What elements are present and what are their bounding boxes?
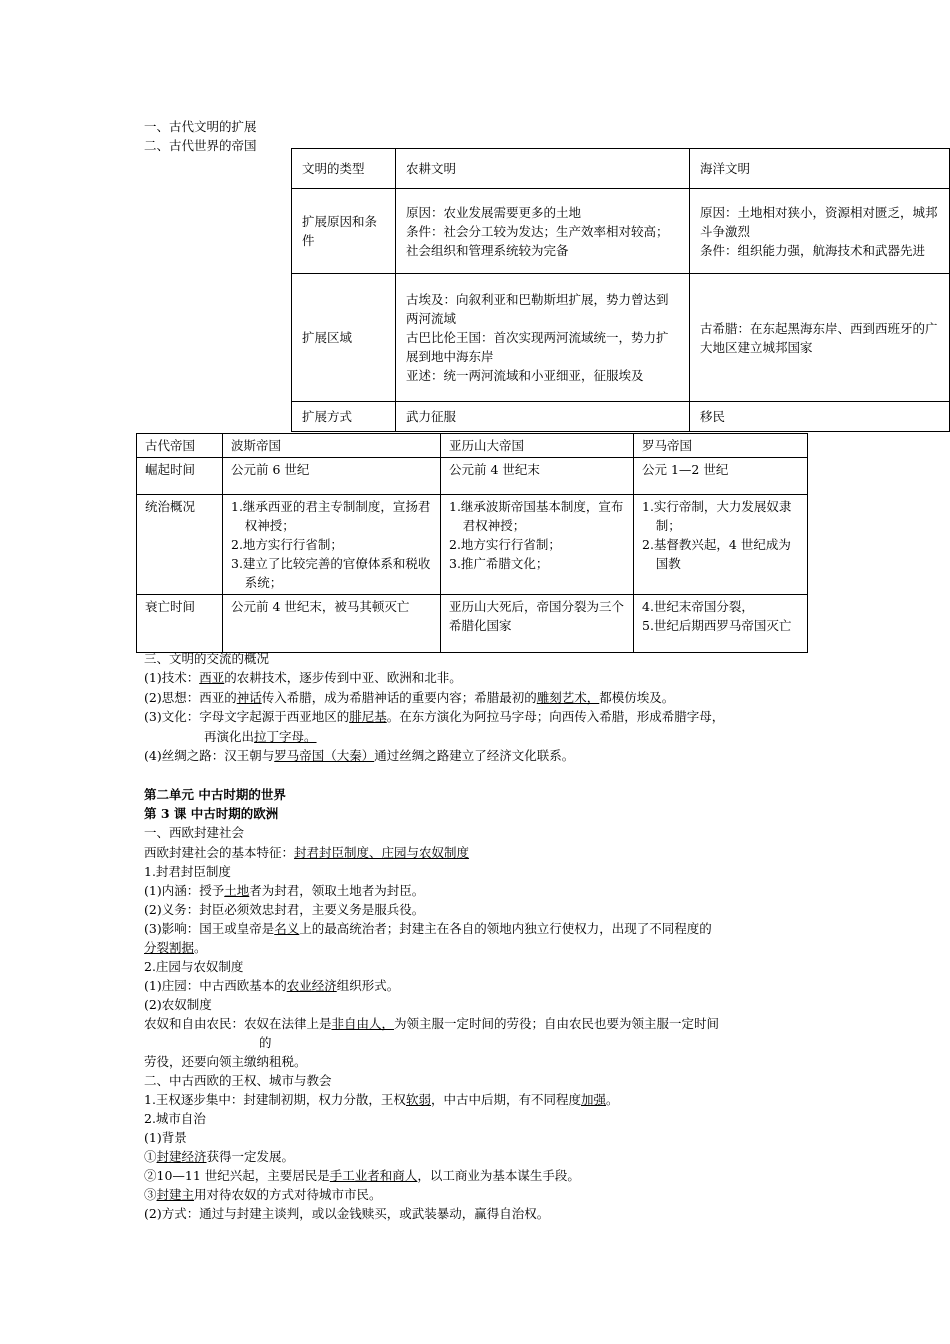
row-label: 扩展方式 [292, 402, 396, 432]
row-label: 统治概况 [137, 495, 223, 595]
text-line: 1.王权逐步集中：封建制初期，权力分散，王权软弱，中古中后期，有不同程度加强。 [144, 1092, 619, 1107]
table-cell [441, 495, 634, 595]
cell-line: 2.地方实行行省制； [231, 537, 343, 552]
expansion-table [291, 148, 950, 432]
text-line: (1)内涵：授予土地者为封君，领取土地者为封臣。 [144, 883, 425, 898]
lesson-title: 第 3 课 中古时期的欧洲 [144, 806, 279, 821]
table-header-cell: 农耕文明 [396, 149, 690, 189]
section-heading: 二、中古西欧的王权、城市与教会 [144, 1073, 332, 1088]
heading-exchange: 三、文明的交流的概况 [144, 651, 270, 666]
heading-empires: 二、古代世界的帝国 [144, 138, 257, 153]
cell-line: 1.实行帝制，大力发展奴隶制； [642, 499, 792, 533]
table-cell [690, 189, 950, 274]
cell-line: 古希腊：在东起黑海东岸、西到西班牙的广大地区建立城邦国家 [700, 320, 938, 355]
text-line: 西欧封建社会的基本特征：封君封臣制度、庄园与农奴制度 [144, 845, 470, 860]
table-cell [690, 274, 950, 402]
text-line: 2.庄园与农奴制度 [144, 959, 244, 974]
table-cell: 公元前 4 世纪末，被马其顿灭亡 [223, 595, 441, 653]
exchange-line-tech: (1)技术：西亚的农耕技术，逐步传到中亚、欧洲和北非。 [144, 670, 462, 685]
table-header-cell: 波斯帝国 [223, 434, 441, 458]
table-cell [396, 274, 690, 402]
table-cell [396, 189, 690, 274]
exchange-line-culture: (3)文化：字母文字起源于西亚地区的腓尼基。在东方演化为阿拉马字母；向西传入希腊，形成希腊字母， [144, 709, 725, 724]
cell-line: 1.继承西亚的君主专制制度，宣扬君权神授； [231, 499, 431, 533]
unit-title: 第二单元 中古时期的世界 [144, 787, 286, 802]
text-line: (1)庄园：中古西欧基本的农业经济组织形式。 [144, 978, 400, 993]
cell-line: 原因：土地相对狭小，资源相对匮乏，城邦斗争激烈 [700, 204, 938, 239]
cell-line: 条件：组织能力强，航海技术和武器先进 [700, 242, 926, 258]
empires-table [136, 433, 808, 653]
exchange-line-culture-cont: 再演化出拉丁字母。 [204, 729, 317, 744]
table-header-cell: 文明的类型 [292, 149, 396, 189]
table-cell: 武力征服 [396, 402, 690, 432]
text-line: (2)方式：通过与封建主谈判，或以金钱赎买，或武装暴动，赢得自治权。 [144, 1206, 550, 1221]
table-header-cell: 罗马帝国 [634, 434, 808, 458]
table-cell: 亚历山大死后，帝国分裂为三个希腊化国家 [441, 595, 634, 653]
heading-expansion: 一、古代文明的扩展 [144, 119, 257, 134]
cell-line: 原因：农业发展需要更多的土地 [406, 204, 582, 220]
cell-line: 3.建立了比较完善的官僚体系和税收系统； [231, 556, 431, 590]
table-cell: 公元前 4 世纪末 [441, 458, 634, 495]
table-cell [634, 595, 808, 653]
text-line: 的 [259, 1035, 272, 1050]
text-line: 农奴和自由农民：农奴在法律上是非自由人，为领主服一定时间的劳役；自由农民也要为领主服一定时间 [144, 1016, 720, 1031]
table-header-cell: 海洋文明 [690, 149, 950, 189]
row-label: 扩展原因和条件 [292, 189, 396, 274]
cell-line: 2.地方实行行省制； [449, 537, 561, 552]
text-line: (2)义务：封臣必须效忠封君，主要义务是服兵役。 [144, 902, 425, 917]
text-line: (1)背景 [144, 1130, 187, 1145]
cell-line: 2.基督教兴起，4 世纪成为国教 [642, 537, 791, 571]
exchange-line-thought: (2)思想：西亚的神话传入希腊，成为希腊神话的重要内容；希腊最初的雕刻艺术，都模仿埃及。 [144, 690, 675, 705]
row-label: 崛起时间 [137, 458, 223, 495]
exchange-line-silkroad: (4)丝绸之路：汉王朝与罗马帝国（大秦）通过丝绸之路建立了经济文化联系。 [144, 748, 575, 763]
table-cell: 公元前 6 世纪 [223, 458, 441, 495]
text-line: 2.城市自治 [144, 1111, 206, 1126]
text-line: ③封建主用对待农奴的方式对待城市市民。 [144, 1187, 382, 1202]
text-line: 1.封君封臣制度 [144, 864, 231, 879]
cell-line: 4.世纪末帝国分裂， [642, 599, 754, 614]
table-cell: 移民 [690, 402, 950, 432]
cell-line: 亚述：统一两河流域和小亚细亚，征服埃及 [406, 368, 644, 383]
row-label: 扩展区域 [292, 274, 396, 402]
text-line: 分裂割据。 [144, 940, 207, 955]
text-line: (3)影响：国王或皇帝是名义上的最高统治者；封建主在各自的领地内独立行使权力，出现了不同程度的 [144, 921, 712, 936]
cell-line: 5.世纪后期西罗马帝国灭亡 [642, 618, 792, 633]
table-cell [634, 495, 808, 595]
cell-line: 条件：社会分工较为发达；生产效率相对较高；社会组织和管理系统较为完备 [406, 223, 669, 258]
cell-line: 3.推广希腊文化； [449, 556, 549, 571]
cell-line: 1.继承波斯帝国基本制度，宣布君权神授； [449, 499, 624, 533]
text-line: (2)农奴制度 [144, 997, 212, 1012]
text-line: 劳役，还要向领主缴纳租税。 [144, 1054, 307, 1069]
row-label: 衰亡时间 [137, 595, 223, 653]
table-header-cell: 亚历山大帝国 [441, 434, 634, 458]
section-heading: 一、西欧封建社会 [144, 825, 245, 840]
table-cell: 公元 1—2 世纪 [634, 458, 808, 495]
cell-line: 古巴比伦王国：首次实现两河流域统一，势力扩展到地中海东岸 [406, 330, 669, 364]
table-cell [223, 495, 441, 595]
cell-line: 古埃及：向叙利亚和巴勒斯坦扩展，势力曾达到两河流域 [406, 292, 669, 326]
text-line: ①封建经济获得一定发展。 [144, 1149, 295, 1164]
table-header-cell: 古代帝国 [137, 434, 223, 458]
text-line: ②10—11 世纪兴起，主要居民是手工业者和商人，以工商业为基本谋生手段。 [144, 1168, 580, 1183]
